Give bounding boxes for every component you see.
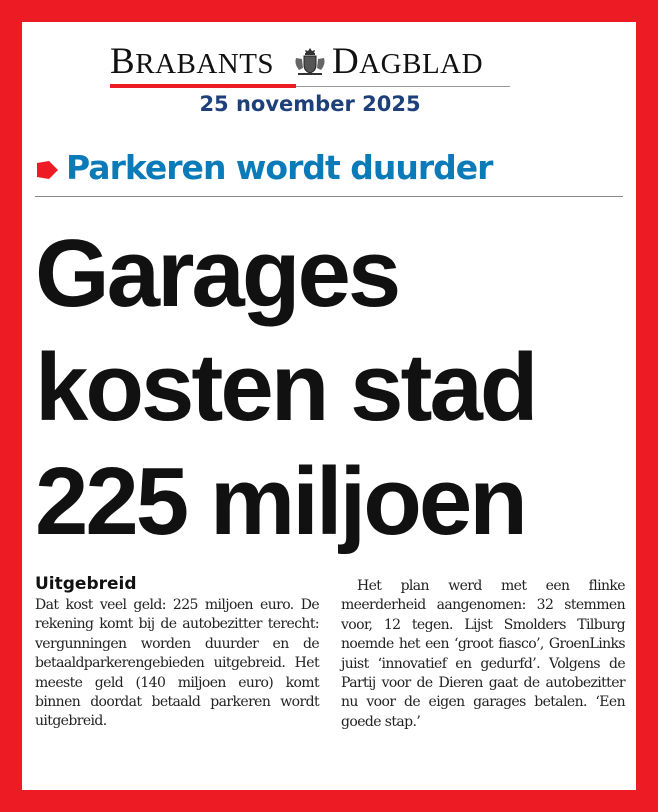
kicker: Parkeren wordt duurder (66, 148, 493, 187)
headline-line-2: kosten stad (35, 334, 536, 441)
headline-line-3: 225 miljoen (35, 448, 525, 555)
newspaper-page (22, 22, 636, 790)
article-column-1 (35, 572, 319, 732)
divider (35, 196, 623, 197)
kicker-arrow-icon (35, 160, 59, 180)
headline (35, 217, 635, 559)
article-paragraph-1: Dat kost veel geld: 225 miljoen euro. De rekening komt bij de autobezitter terecht: vergunningen worden duurder en de betaaldparkerengebieden uitgebreid. Het meeste geld (140 miljoen euro) komt binnen doordat betaald parkeren wordt uitgebreid. (35, 597, 319, 730)
masthead-brabants: BRABANTS (110, 41, 275, 82)
masthead (110, 42, 510, 82)
masthead-red-line (110, 84, 296, 88)
issue-date: 25 november 2025 (199, 92, 421, 116)
article-column-2 (341, 572, 625, 732)
masthead-dagblad: DAGBLAD (332, 41, 484, 82)
article-paragraph-2: Het plan werd met een flinke meerderheid aangenomen: 32 stemmen voor, 12 tegen. Lijst Smolders Tilburg noemde het een ‘groot fiasco’, GroenLinks juist ‘innovatief en gedurfd’. Volgens de Partij voor de Dieren gaat de autobezitter nu voor de eigen garages betalen. ‘Een goede stap.’ (341, 578, 625, 730)
masthead-gray-line (296, 86, 510, 87)
article-subhead: Uitgebreid (35, 574, 137, 594)
headline-line-1: Garages (35, 220, 399, 327)
coat-of-arms-icon (292, 46, 328, 78)
